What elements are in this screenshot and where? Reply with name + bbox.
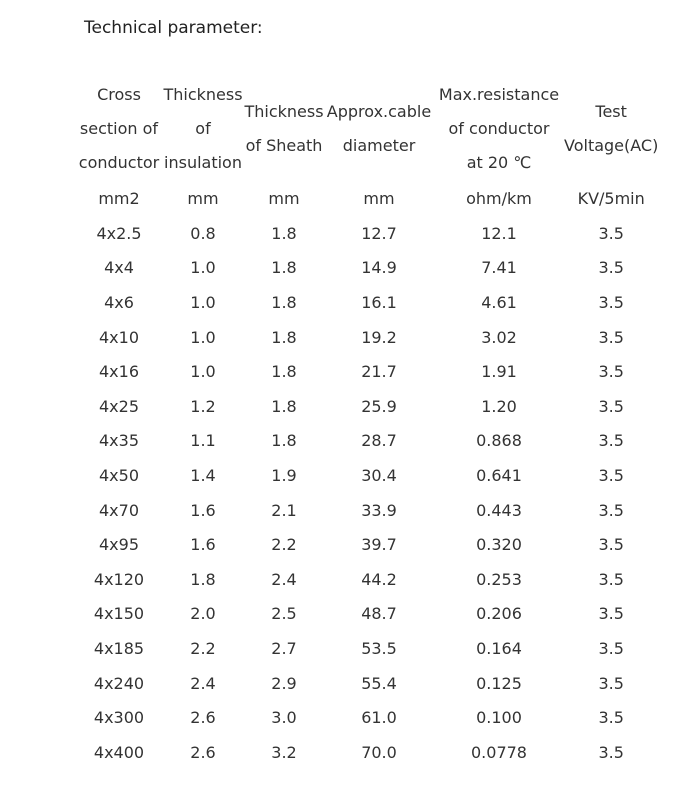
cell-max-resistance: 0.443: [476, 500, 522, 520]
cell-test-voltage: 3.5: [598, 569, 624, 589]
table-row: [76, 216, 658, 251]
cell-cross-section: 4x25: [98, 396, 139, 416]
header-line: Thickness: [244, 102, 324, 121]
technical-parameter-table: [76, 78, 658, 770]
cell-insulation-thickness: 2.6: [190, 708, 216, 728]
table-row: [76, 354, 658, 389]
table-row: [76, 735, 658, 770]
unit-cell: mm: [187, 188, 219, 208]
cell-sheath-thickness: 2.7: [271, 638, 297, 658]
cell-cross-section: 4x185: [93, 638, 145, 658]
header-line: Thickness: [163, 85, 243, 104]
cell-cable-diameter: 16.1: [361, 292, 397, 312]
cell-test-voltage: 3.5: [598, 535, 624, 555]
header-line: Max.resistance: [438, 85, 560, 104]
cell-cross-section: 4x2.5: [96, 223, 142, 243]
cell-cable-diameter: 61.0: [361, 708, 397, 728]
cell-max-resistance: 0.125: [476, 673, 522, 693]
page-title: Technical parameter:: [84, 18, 263, 38]
header-cable-diameter: [324, 78, 434, 180]
cell-test-voltage: 3.5: [598, 258, 624, 278]
cell-insulation-thickness: 0.8: [190, 223, 216, 243]
header-insulation-thickness: [162, 78, 244, 180]
cell-cable-diameter: 19.2: [361, 327, 397, 347]
cell-sheath-thickness: 2.5: [271, 604, 297, 624]
cell-sheath-thickness: 1.8: [271, 327, 297, 347]
table-row: [76, 320, 658, 355]
header-line: of Sheath: [245, 136, 323, 155]
cell-test-voltage: 3.5: [598, 500, 624, 520]
cell-max-resistance: 12.1: [481, 223, 517, 243]
cell-max-resistance: 0.206: [476, 604, 522, 624]
header-line: Voltage(AC): [564, 136, 659, 155]
header-line: diameter: [342, 136, 416, 155]
header-line: of conductor: [448, 119, 550, 138]
cell-cross-section: 4x400: [93, 742, 145, 762]
cell-cable-diameter: 48.7: [361, 604, 397, 624]
cell-max-resistance: 4.61: [481, 292, 517, 312]
cell-sheath-thickness: 3.2: [271, 742, 297, 762]
cell-test-voltage: 3.5: [598, 638, 624, 658]
cell-test-voltage: 3.5: [598, 362, 624, 382]
cell-cross-section: 4x35: [98, 431, 139, 451]
cell-sheath-thickness: 1.8: [271, 223, 297, 243]
cell-sheath-thickness: 1.8: [271, 292, 297, 312]
cell-sheath-thickness: 2.4: [271, 569, 297, 589]
cell-max-resistance: 0.868: [476, 431, 522, 451]
header-cross-section: [76, 78, 162, 180]
cell-cross-section: 4x120: [93, 569, 145, 589]
cell-sheath-thickness: 2.2: [271, 535, 297, 555]
cell-cable-diameter: 44.2: [361, 569, 397, 589]
table-body: [76, 216, 658, 770]
cell-insulation-thickness: 1.8: [190, 569, 216, 589]
cell-sheath-thickness: 2.1: [271, 500, 297, 520]
header-line: Cross: [97, 85, 141, 104]
cell-test-voltage: 3.5: [598, 604, 624, 624]
cell-insulation-thickness: 1.0: [190, 327, 216, 347]
cell-test-voltage: 3.5: [598, 465, 624, 485]
table-row: [76, 700, 658, 735]
cell-insulation-thickness: 1.6: [190, 535, 216, 555]
cell-cable-diameter: 55.4: [361, 673, 397, 693]
cell-insulation-thickness: 1.0: [190, 362, 216, 382]
cell-sheath-thickness: 2.9: [271, 673, 297, 693]
cell-max-resistance: 1.91: [481, 362, 517, 382]
cell-insulation-thickness: 1.0: [190, 258, 216, 278]
cell-test-voltage: 3.5: [598, 431, 624, 451]
header-line: Test: [595, 102, 627, 121]
cell-test-voltage: 3.5: [598, 673, 624, 693]
cell-cross-section: 4x150: [93, 604, 145, 624]
cell-max-resistance: 3.02: [481, 327, 517, 347]
cell-insulation-thickness: 2.4: [190, 673, 216, 693]
cell-test-voltage: 3.5: [598, 327, 624, 347]
cell-test-voltage: 3.5: [598, 396, 624, 416]
header-line: Approx.cable: [326, 102, 432, 121]
cell-sheath-thickness: 1.8: [271, 396, 297, 416]
header-line: of: [195, 119, 211, 138]
cell-cable-diameter: 30.4: [361, 465, 397, 485]
header-sheath-thickness: [244, 78, 324, 180]
header-line: insulation: [164, 153, 242, 172]
cell-test-voltage: 3.5: [598, 708, 624, 728]
cell-cross-section: 4x10: [98, 327, 139, 347]
table-row: [76, 527, 658, 562]
cell-insulation-thickness: 2.2: [190, 638, 216, 658]
cell-cross-section: 4x6: [104, 292, 134, 312]
cell-cable-diameter: 53.5: [361, 638, 397, 658]
cell-insulation-thickness: 1.4: [190, 465, 216, 485]
cell-insulation-thickness: 1.0: [190, 292, 216, 312]
header-test-voltage: [564, 78, 658, 180]
cell-cross-section: 4x240: [93, 673, 145, 693]
cell-cable-diameter: 25.9: [361, 396, 397, 416]
unit-cell: ohm/km: [466, 188, 532, 208]
header-max-resistance: [434, 78, 564, 180]
cell-insulation-thickness: 1.2: [190, 396, 216, 416]
cell-insulation-thickness: 1.6: [190, 500, 216, 520]
table-row: [76, 666, 658, 701]
cell-cable-diameter: 33.9: [361, 500, 397, 520]
cell-cable-diameter: 39.7: [361, 535, 397, 555]
units-row: [76, 180, 658, 216]
table-row: [76, 631, 658, 666]
unit-cell: mm: [363, 188, 395, 208]
cell-max-resistance: 0.100: [476, 708, 522, 728]
cell-cross-section: 4x16: [98, 362, 139, 382]
unit-cell: KV/5min: [577, 188, 645, 208]
table-row: [76, 285, 658, 320]
cell-insulation-thickness: 2.0: [190, 604, 216, 624]
table-row: [76, 389, 658, 424]
table-row: [76, 597, 658, 632]
table-row: [76, 251, 658, 286]
header-line: conductor: [78, 153, 160, 172]
header-row: [76, 78, 658, 180]
cell-insulation-thickness: 2.6: [190, 742, 216, 762]
cell-cross-section: 4x95: [98, 535, 139, 555]
cell-max-resistance: 0.253: [476, 569, 522, 589]
cell-test-voltage: 3.5: [598, 292, 624, 312]
unit-cell: mm: [268, 188, 300, 208]
cell-max-resistance: 1.20: [481, 396, 517, 416]
cell-test-voltage: 3.5: [598, 742, 624, 762]
cell-max-resistance: 0.164: [476, 638, 522, 658]
table-row: [76, 493, 658, 528]
table-row: [76, 562, 658, 597]
cell-max-resistance: 7.41: [481, 258, 517, 278]
cell-cable-diameter: 70.0: [361, 742, 397, 762]
cell-insulation-thickness: 1.1: [190, 431, 216, 451]
header-line: section of: [79, 119, 159, 138]
cell-sheath-thickness: 3.0: [271, 708, 297, 728]
cell-max-resistance: 0.0778: [471, 742, 527, 762]
cell-max-resistance: 0.641: [476, 465, 522, 485]
cell-sheath-thickness: 1.8: [271, 258, 297, 278]
cell-sheath-thickness: 1.8: [271, 362, 297, 382]
cell-max-resistance: 0.320: [476, 535, 522, 555]
table-row: [76, 458, 658, 493]
cell-sheath-thickness: 1.8: [271, 431, 297, 451]
cell-cross-section: 4x300: [93, 708, 145, 728]
cell-cross-section: 4x50: [98, 465, 139, 485]
cell-cable-diameter: 21.7: [361, 362, 397, 382]
cell-sheath-thickness: 1.9: [271, 465, 297, 485]
cell-cable-diameter: 14.9: [361, 258, 397, 278]
header-line: at 20 ℃: [466, 153, 532, 172]
cell-cross-section: 4x4: [104, 258, 134, 278]
cell-cable-diameter: 28.7: [361, 431, 397, 451]
table-row: [76, 424, 658, 459]
cell-cable-diameter: 12.7: [361, 223, 397, 243]
unit-cell: mm2: [98, 188, 140, 208]
cell-cross-section: 4x70: [98, 500, 139, 520]
cell-test-voltage: 3.5: [598, 223, 624, 243]
